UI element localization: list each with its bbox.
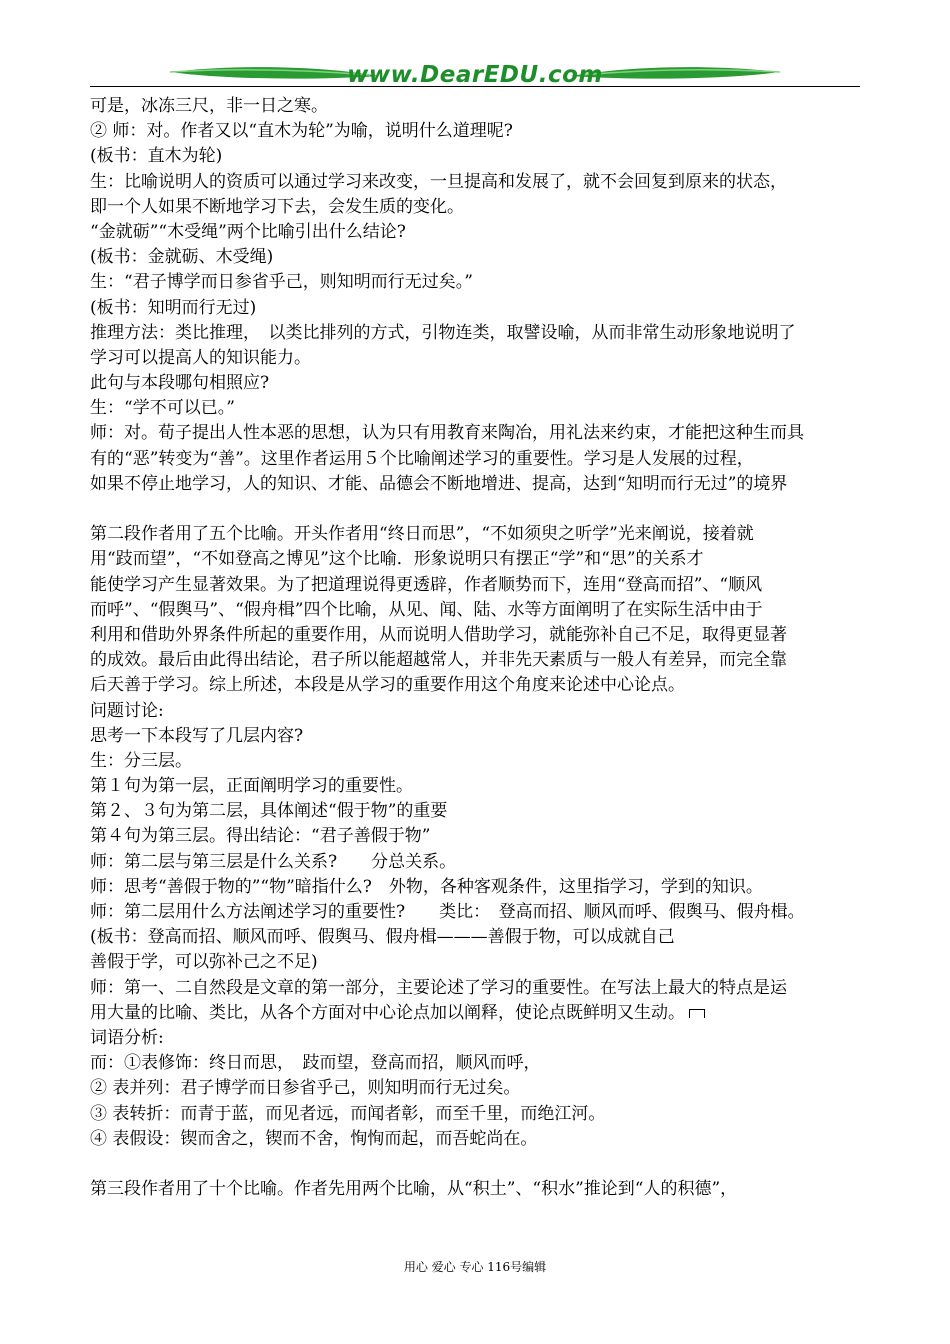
text-line: 师：第二层用什么方法阐述学习的重要性? 类比： 登高而招、顺风而呼、假舆马、假舟楫。 bbox=[90, 902, 805, 922]
text-line: 师：第一、二自然段是文章的第一部分，主要论述了学习的重要性。在写法上最大的特点是运 bbox=[90, 977, 787, 998]
text-line: 善假于学，可以弥补己之不足) bbox=[90, 952, 318, 973]
blank-line bbox=[90, 1152, 860, 1177]
text-line: 能使学习产生显著效果。为了把道理说得更透辟，作者顺势而下，连用“登高而招”、“顺风 bbox=[90, 574, 763, 595]
text-line: 而呼”、“假舆马”、“假舟楫”四个比喻，从见、闻、陆、水等方面阐明了在实际生活中由于 bbox=[90, 599, 763, 620]
text-line: ② 表并列：君子博学而日参省乎己，则知明而行无过矣。 bbox=[90, 1078, 521, 1099]
text-line: ④ 表假设：锲而舍之，锲而不舍，恂恂而起，而吾蛇尚在。 bbox=[90, 1128, 538, 1149]
text-line: 第４句为第三层。得出结论：“君子善假于物” bbox=[90, 826, 431, 847]
text-line: 第１句为第一层，正面阐明学习的重要性。 bbox=[90, 776, 413, 797]
text-line: 思考一下本段写了几层内容? bbox=[90, 725, 304, 746]
text-line: 推理方法：类比推理， 以类比排列的方式，引物连类，取譬设喻，从而非常生动形象地说明了 bbox=[90, 322, 796, 343]
text-line: 生：分三层。 bbox=[90, 750, 192, 771]
text-line: 此句与本段哪句相照应? bbox=[90, 373, 270, 394]
text-line: 师：对。荀子提出人性本恶的思想，认为只有用教育来陶冶，用礼法来约束，才能把这种生而具 bbox=[90, 423, 804, 444]
page-footer: 用心 爱心 专心 116号编辑 bbox=[403, 1260, 547, 1274]
header-rule bbox=[90, 86, 860, 87]
text-line: 师：思考“善假于物的”“物”暗指什么? 外物，各种客观条件，这里指学习，学到的知识。 bbox=[90, 876, 763, 897]
text-line: 第三段作者用了十个比喻。作者先用两个比喻，从“积土”、“积水”推论到“人的积德”， bbox=[90, 1179, 738, 1200]
text-line: 利用和借助外界条件所起的重要作用，从而说明人借助学习，就能弥补自己不足，取得更显著 bbox=[90, 624, 787, 645]
text-line: “金就砺”“木受绳”两个比喻引出什么结论? bbox=[90, 221, 406, 242]
text-line: 可是，冰冻三尺，非一日之寒。 bbox=[90, 96, 328, 116]
edit-mark bbox=[689, 1009, 705, 1018]
document-body bbox=[90, 94, 860, 1202]
site-logo-text: www.DearEDU.com bbox=[347, 62, 603, 88]
text-line: 生：“君子博学而日参省乎己，则知明而行无过矣。” bbox=[90, 272, 473, 293]
text-line: 学习可以提高人的知识能力。 bbox=[90, 347, 311, 368]
text-line: 用大量的比喻、类比，从各个方面对中心论点加以阐释，使论点既鲜明又生动。 bbox=[90, 1001, 860, 1026]
text-line: (板书：金就砺、木受绳) bbox=[90, 247, 274, 268]
text-line: 第２、３句为第二层，具体阐述“假于物”的重要 bbox=[90, 801, 448, 822]
text-line: 师：第二层与第三层是什么关系? 分总关系。 bbox=[90, 851, 457, 872]
text-line: 生：比喻说明人的资质可以通过学习来改变，一旦提高和发展了，就不会回复到原来的状态， bbox=[90, 171, 787, 192]
text-line: 用“跂而望”，“不如登高之博见”这个比喻．形象说明只有摆正“学”和“思”的关系才 bbox=[90, 549, 704, 570]
text-line: (板书：登高而招、顺风而呼、假舆马、假舟楫———善假于物，可以成就自己 bbox=[90, 927, 675, 948]
text-line: 的成效。最后由此得出结论，君子所以能超越常人，并非先天素质与一般人有差异，而完全靠 bbox=[90, 650, 787, 671]
text-line: 问题讨论: bbox=[90, 700, 164, 721]
text-line: (板书：知明而行无过) bbox=[90, 297, 257, 318]
text-line: 即一个人如果不断地学习下去，会发生质的变化。 bbox=[90, 196, 464, 217]
text-line: 有的“恶”转变为“善”。这里作者运用５个比喻阐述学习的重要性。学习是人发展的过程， bbox=[90, 448, 754, 469]
text-line: 后天善于学习。综上所述，本段是从学习的重要作用这个角度来论述中心论点。 bbox=[90, 675, 685, 696]
text-line: 而：①表修饰：终日而思， 跂而望，登高而招，顺风而呼， bbox=[90, 1053, 541, 1074]
text-line: ③ 表转折：而青于蓝，而见者远，而闻者彰，而至千里，而绝江河。 bbox=[90, 1103, 606, 1124]
text-line: ② 师：对。作者又以“直木为轮”为喻，说明什么道理呢? bbox=[90, 121, 513, 142]
text-line: 如果不停止地学习，人的知识、才能、品德会不断地增进、提高，达到“知明而行无过”的境界 bbox=[90, 473, 788, 494]
blank-line bbox=[90, 497, 860, 522]
text-line: 词语分析: bbox=[90, 1027, 164, 1048]
text-line: 第二段作者用了五个比喻。开头作者用“终日而思”，“不如须臾之听学”光来阐说，接着就 bbox=[90, 524, 754, 545]
text-line: 生：“学不可以已。” bbox=[90, 398, 235, 419]
text-line: (板书：直木为轮) bbox=[90, 146, 223, 167]
